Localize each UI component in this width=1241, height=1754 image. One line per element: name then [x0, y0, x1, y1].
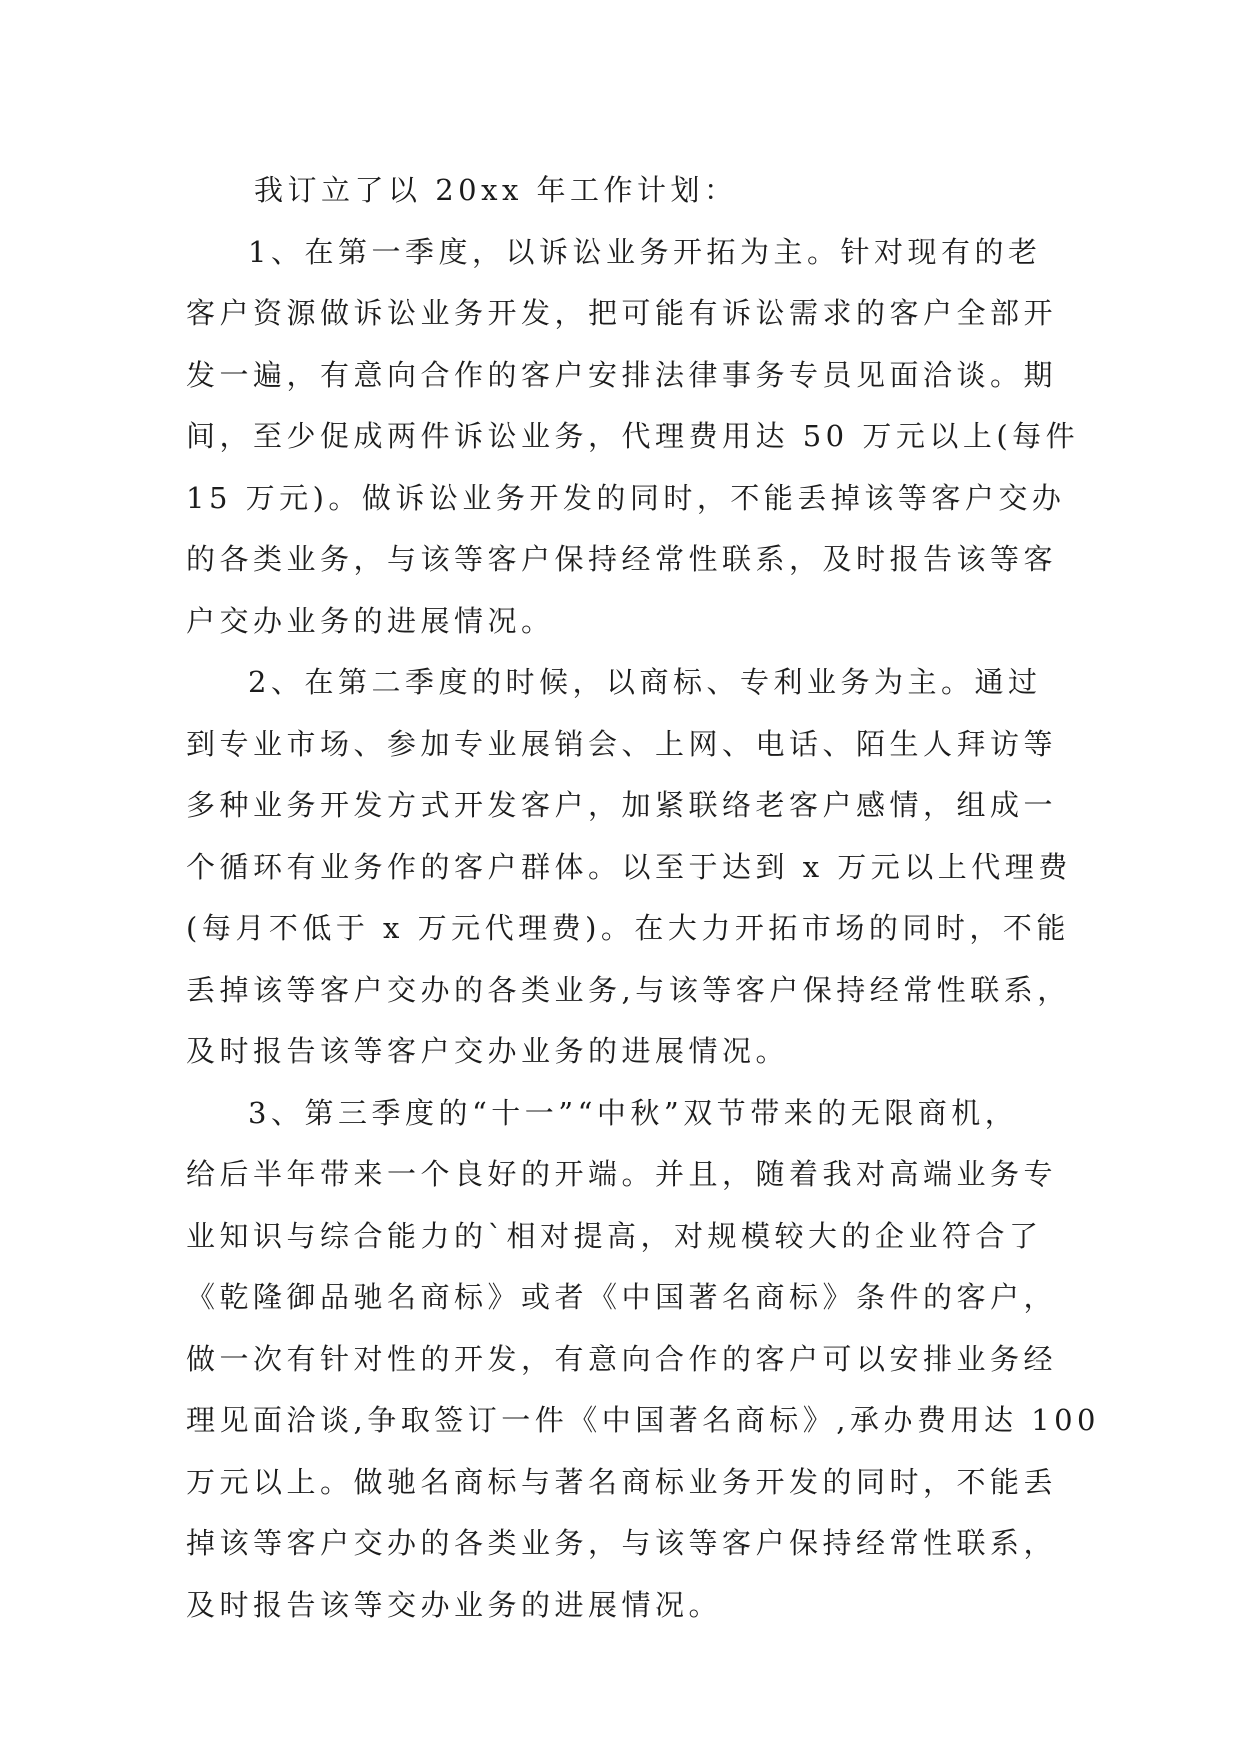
item-2-line: 及时报告该等客户交办业务的进展情况。: [186, 1034, 790, 1068]
item-3-line: 做一次有针对性的开发，有意向合作的客户可以安排业务经: [186, 1341, 1058, 1376]
item-1-line: 户交办业务的进展情况。: [186, 603, 555, 638]
item-1-line: 客户资源做诉讼业务开发，把可能有诉讼需求的客户全部开: [186, 296, 1058, 330]
item-1-line: 的各类业务，与该等客户保持经常性联系，及时报告该等客: [186, 542, 1058, 576]
item-2-line: 丢掉该等客户交办的各类业务,与该等客户保持经常性联系，: [186, 972, 1071, 1007]
item-3-line: 万元以上。做驰名商标与著名商标业务开发的同时，不能丢: [186, 1464, 1058, 1499]
item-3-line: 给后半年带来一个良好的开端。并且，随着我对高端业务专: [186, 1157, 1058, 1191]
item-1-line: 发一遍，有意向合作的客户安排法律事务专员见面洽谈。期: [186, 357, 1058, 392]
item-1-line: 间，至少促成两件诉讼业务，代理费用达 50 万元以上(每件: [186, 419, 1080, 453]
item-1-line: 15 万元)。做诉讼业务开发的同时，不能丢掉该等客户交办: [186, 480, 1066, 515]
document-body: [186, 160, 1101, 1636]
item-3-line: 理见面洽谈,争取签订一件《中国著名商标》,承办费用达 100: [186, 1403, 1101, 1437]
item-3-line: 《乾隆御品驰名商标》或者《中国著名商标》条件的客户，: [186, 1280, 1058, 1314]
item-1-line: 1、在第一季度，以诉讼业务开拓为主。针对现有的老: [248, 234, 1042, 269]
item-2-line: 多种业务开发方式开发客户，加紧联络老客户感情，组成一: [186, 788, 1058, 822]
item-2-line: 2、在第二季度的时候，以商标、专利业务为主。通过: [248, 665, 1042, 699]
intro-line: 我订立了以 20xx 年工作计划：: [254, 173, 738, 207]
item-3-line: 掉该等客户交办的各类业务，与该等客户保持经常性联系，: [186, 1526, 1058, 1560]
item-2-line: 到专业市场、参加专业展销会、上网、电话、陌生人拜访等: [186, 726, 1058, 761]
item-2-line: 个循环有业务作的客户群体。以至于达到 x 万元以上代理费: [186, 849, 1072, 884]
item-3-line: 业知识与综合能力的`相对提高，对规模较大的企业符合了: [186, 1218, 1043, 1253]
item-3-line: 3、第三季度的“十一”“中秋”双节带来的无限商机，: [248, 1095, 1019, 1130]
item-3-line: 及时报告该等交办业务的进展情况。: [186, 1587, 723, 1622]
item-2-line: (每月不低于 x 万元代理费)。在大力开拓市场的同时，不能: [186, 911, 1070, 945]
